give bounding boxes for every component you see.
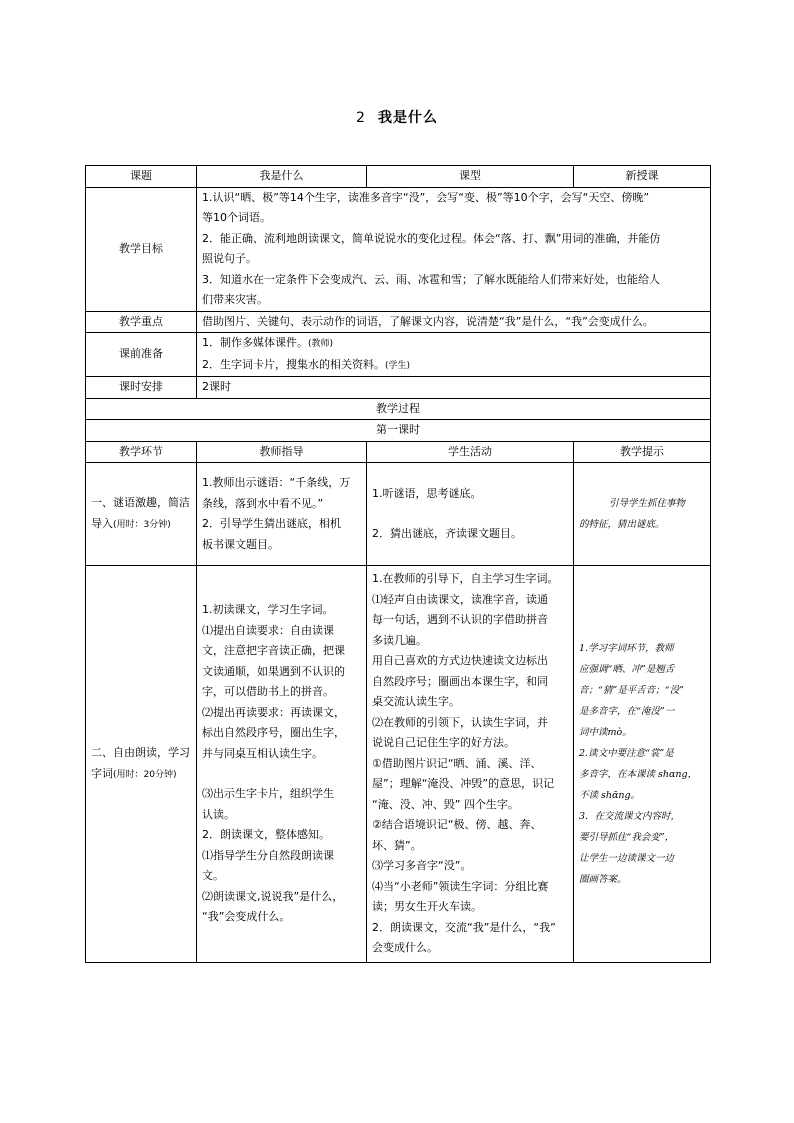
prep-note-2: (学生) (385, 360, 411, 371)
student-line: 2．朗读课文，交流“我”是什么，“我” (372, 920, 556, 934)
stage-2-name (86, 566, 197, 963)
focus-row (86, 311, 711, 333)
teacher-line: ⑶出示生字卡片，组织学生 (202, 787, 334, 801)
topic-label: 课题 (86, 166, 197, 188)
stage-1-time: (用时：3分钟) (113, 519, 171, 530)
stage-2-row (86, 566, 711, 963)
lesson-number: 2 (356, 110, 366, 126)
hint-line: 1.学习字词环节，教师 (579, 643, 674, 654)
student-line: ⑵在教师的引领下，认读生字词，并 (372, 715, 548, 729)
student-line: 2．猜出谜底，齐读课文题目。 (372, 527, 522, 540)
hint-line: 不读 shɑ̄ng。 (579, 790, 641, 801)
stage-1-row (86, 463, 711, 566)
goals-line: 1.认识“晒、极”等14个生字，读准多音字“没”，会写“变、极”等10个字，会写“天空、傍晚” (202, 190, 650, 204)
teacher-line: 并与同桌互相认读生字。 (202, 746, 323, 760)
student-line: ②结合语境识记“极、傍、越、奔、 (372, 818, 542, 832)
goals-line: 照说句子。 (202, 252, 257, 265)
teacher-line: ⑴提出自读要求：自由读课 (202, 623, 334, 637)
student-line: 每一句话，遇到不认识的字借助拼音 (372, 613, 548, 627)
prep-line-2: 2．生字词卡片，搜集水的相关资料。 (202, 357, 385, 371)
student-line: 坏、猜”。 (372, 838, 422, 852)
prep-row (86, 333, 711, 377)
hint-line: 应强调“晒、冲”是翘舌 (579, 664, 675, 675)
teacher-line: 文，注意把字音读正确，把课 (202, 644, 345, 658)
page-title (0, 107, 794, 127)
teacher-line: 条线，落到水中看不见。” (202, 496, 324, 510)
hint-line: 音；“猜”是平舌音；“没” (579, 685, 684, 696)
stage-1-hint (574, 463, 711, 566)
teacher-line: ⑴指导学生分自然段朗读课 (202, 848, 334, 862)
stage-2-teacher (197, 566, 367, 963)
student-line: ①借助图片识记“晒、涌、溪、洋、 (372, 756, 542, 770)
goals-line: 2．能正确、流利地朗读课文，简单说说水的变化过程。体会“落、打、飘”用词的准确，并能仿 (202, 231, 661, 245)
column-stage: 教学环节 (86, 441, 197, 463)
hint-line: 是多音字，在“淹没”一 (579, 706, 675, 717)
process-title: 教学过程 (86, 398, 711, 420)
schedule-row (86, 377, 711, 399)
teacher-line: “我”会变成什么。 (202, 910, 291, 924)
student-line: 读；男女生开火车读。 (372, 900, 482, 914)
student-line: 1.在教师的引导下，自主学习生字词。 (372, 572, 559, 586)
goals-line: 3．知道水在一定条件下会变成汽、云、雨、冰雹和雪；了解水既能给人们带来好处，也能给人 (202, 272, 660, 286)
column-hint: 教学提示 (574, 441, 711, 463)
prep-content (197, 333, 711, 377)
teacher-line: 认读。 (202, 807, 235, 821)
goals-line: 等10个词语。 (202, 211, 271, 224)
prep-label: 课前准备 (86, 333, 197, 377)
goals-content (197, 187, 711, 311)
type-label: 课型 (367, 166, 574, 188)
teacher-line: 字，可以借助书上的拼音。 (202, 685, 334, 699)
stage-2-student (367, 566, 574, 963)
hint-line: 2.读文中要注意“裳”是 (579, 748, 674, 759)
teacher-line: 板书课文题目。 (202, 537, 279, 551)
goals-label: 教学目标 (86, 187, 197, 311)
focus-label: 教学重点 (86, 311, 197, 333)
student-line: ⑶学习多音字“没”。 (372, 859, 472, 873)
student-line: 屋”；理解“淹没、冲毁”的意思，识记 (372, 777, 555, 791)
column-student: 学生活动 (367, 441, 574, 463)
teacher-line: 2．引导学生猜出谜底，相机 (202, 517, 341, 530)
lesson-plan-table (85, 165, 711, 963)
header-row (86, 166, 711, 188)
stage-1-teacher (197, 463, 367, 566)
student-line: 1.听谜语，思考谜底。 (372, 486, 482, 500)
student-line: 多读几遍。 (372, 633, 427, 647)
column-header-row (86, 441, 711, 463)
hint-line: 圈画答案。 (579, 874, 627, 885)
teacher-line: 标出自然段序号，圈出生字， (202, 726, 345, 740)
hint-line: 引导学生抓住事物 (609, 498, 686, 509)
stage-1-name (86, 463, 197, 566)
schedule-content: 2课时 (197, 377, 711, 399)
teacher-line: 1.初读课文，学习生字词。 (202, 603, 334, 617)
focus-content: 借助图片、关键句、表示动作的词语，了解课文内容，说清楚“我”是什么，“我”会变成什么。 (197, 311, 711, 333)
prep-note-1: (教师) (308, 339, 334, 349)
goals-line: 们带来灾害。 (202, 293, 268, 306)
student-line: 桌交流认读生字。 (372, 695, 460, 709)
process-title-row (86, 398, 711, 420)
teacher-line: 文。 (202, 869, 224, 883)
topic-value: 我是什么 (197, 166, 367, 188)
teacher-line: 2．朗读课文，整体感知。 (202, 828, 330, 842)
prep-line-1: 1．制作多媒体课件。 (202, 336, 308, 349)
hint-line: 多音字，在本课读 shɑng， (579, 769, 698, 780)
lesson-title: 我是什么 (377, 110, 438, 126)
student-line: ⑴轻声自由读课文，读准字音，读通 (372, 592, 548, 606)
student-line: 用自己喜欢的方式边快速读文边标出 (372, 654, 548, 668)
column-teacher: 教师指导 (197, 441, 367, 463)
student-line: 自然段序号；圈画出本课生字，和同 (372, 674, 548, 688)
teacher-line: ⑵提出再读要求：再读课文， (202, 705, 345, 719)
type-value: 新授课 (574, 166, 711, 188)
period-title: 第一课时 (86, 420, 711, 442)
stage-1-title: 一、谜语激趣，简洁导入 (91, 496, 190, 530)
schedule-label: 课时安排 (86, 377, 197, 399)
period-title-row (86, 420, 711, 442)
hint-line: 3．在交流课文内容时， (579, 811, 681, 822)
student-line: “淹、没、冲、毁” 四个生字。 (372, 797, 519, 811)
hint-line: 让学生一边读课文一边 (579, 853, 675, 864)
goals-row (86, 187, 711, 311)
student-line: 说说自己记住生字的好方法。 (372, 736, 515, 750)
stage-1-student (367, 463, 574, 566)
stage-2-hint (574, 566, 711, 963)
hint-line: 的特征，猜出谜底。 (579, 519, 665, 530)
student-line: 会变成什么。 (372, 941, 438, 955)
teacher-line: 1.教师出示谜语：“千条线，万 (202, 476, 351, 489)
stage-2-title: 二、自由朗读，学习字词 (91, 746, 190, 780)
stage-2-time: (用时：20分钟) (113, 769, 177, 780)
hint-line: 要引导抓住“我会变”， (579, 832, 675, 843)
hint-line: 词中读mò。 (579, 727, 632, 738)
teacher-line: ⑵朗读课文,说说我”是什么， (202, 889, 344, 903)
student-line: ⑷当“小老师”领读生字词：分组比赛 (372, 879, 549, 893)
teacher-line: 文读通顺，如果遇到不认识的 (202, 664, 345, 678)
